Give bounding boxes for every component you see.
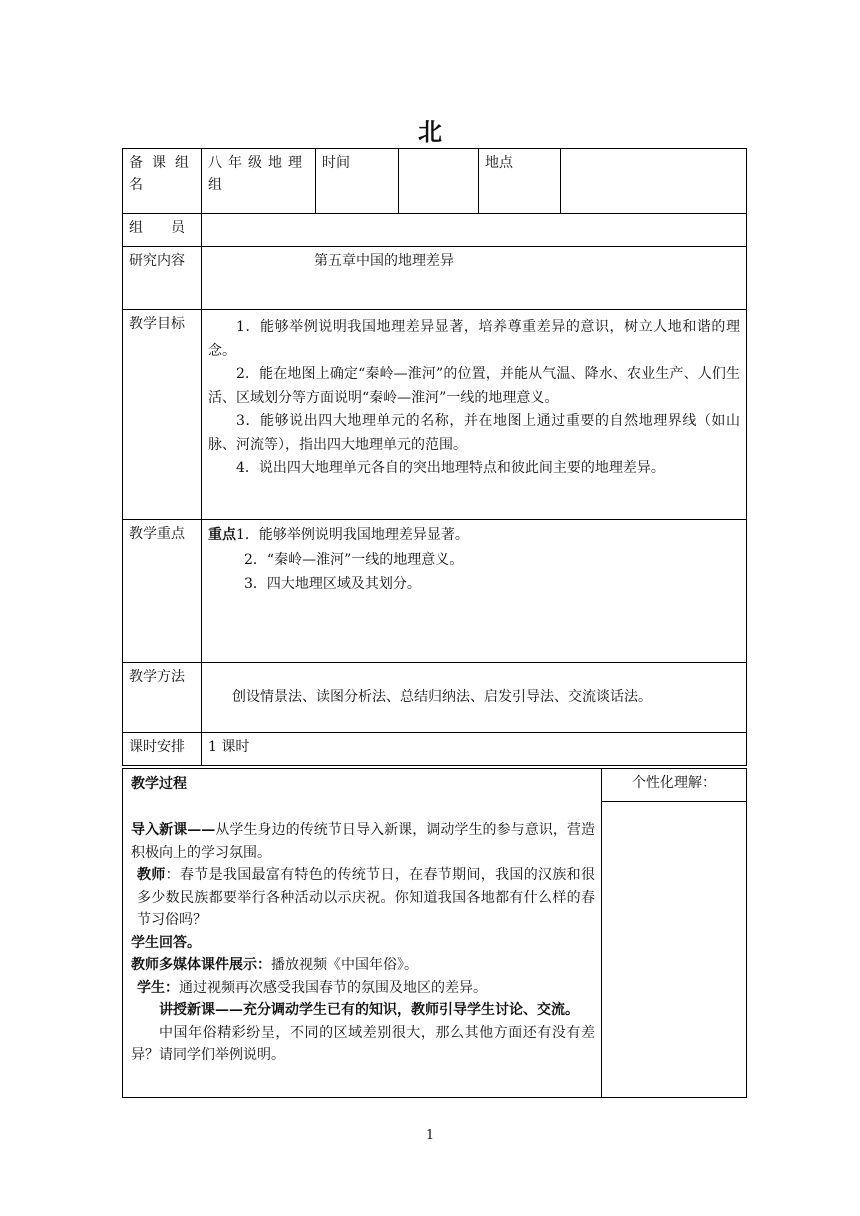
intro-heading: 导入新课—— — [131, 822, 216, 838]
process-title: 教学过程 — [131, 776, 187, 792]
key-point-item: 1．能够举例说明我国地理差异显著。 — [236, 527, 469, 543]
process-paragraph: 学生回答。 — [131, 934, 201, 951]
process-paragraph — [131, 977, 595, 1000]
methods-row — [123, 663, 747, 733]
group-label: 备课组名 — [123, 149, 202, 214]
time-value — [399, 149, 479, 214]
goal-item: 3．能够说出四大地理单元的名称，并在地图上通过重要的自然地理界线（如山脉、河流等），指出四大地理单元的范围。 — [208, 413, 740, 453]
schedule-row — [123, 733, 747, 766]
research-text: 第五章中国的地理差异 — [314, 253, 454, 269]
research-row — [123, 247, 747, 310]
goal-item: 1．能够举例说明我国地理差异显著，培养尊重差异的意识，树立人地和谐的理念。 — [208, 319, 740, 359]
key-point-item: 2．“秦岭—淮河”一线的地理意义。 — [244, 551, 464, 568]
research-value — [202, 247, 747, 310]
schedule-value: 1 课时 — [202, 733, 747, 766]
page-title: 北 — [418, 118, 442, 146]
key-points-prefix: 重点 — [208, 527, 236, 543]
methods-label: 教学方法 — [123, 663, 202, 733]
personal-understanding-header: 个性化理解： — [602, 769, 746, 802]
media-label: 教师多媒体课件展示： — [131, 957, 271, 973]
process-paragraph — [131, 819, 595, 864]
methods-cell — [202, 663, 747, 733]
key-points-cell — [202, 520, 747, 663]
process-paragraph — [131, 954, 595, 977]
goal-item: 2．能在地图上确定“秦岭—淮河”的位置，并能从气温、降水、农业生产、人们生活、区域划分等方面说明“秦岭—淮河”一线的地理意义。 — [208, 366, 740, 406]
process-main — [123, 769, 602, 1097]
research-label: 研究内容 — [123, 247, 202, 310]
key-points-row — [123, 520, 747, 663]
process-side — [602, 769, 746, 1097]
student-label: 学生： — [137, 979, 179, 996]
key-point-item: 3．四大地理区域及其划分。 — [244, 576, 421, 592]
place-label: 地点 — [479, 149, 561, 214]
goals-row — [123, 310, 747, 520]
methods-value: 创设情景法、读图分析法、总结归纳法、启发引导法、交流谈话法。 — [232, 689, 652, 705]
members-label: 组 员 — [123, 214, 202, 247]
media-text: 播放视频《中国年俗》。 — [271, 957, 418, 973]
page-number: 1 — [425, 1128, 435, 1143]
key-points-label: 教学重点 — [123, 520, 202, 663]
place-value — [561, 149, 747, 214]
teacher-label: 教师 — [137, 867, 166, 883]
schedule-label: 课时安排 — [123, 733, 202, 766]
time-label: 时间 — [316, 149, 399, 214]
teacher-text: ：春节是我国最富有特色的传统节日，在春节期间，我国的汉族和很多少数民族都要举行各种活动以示庆祝。你知道我国各地都有什么样的春节习俗吗？ — [137, 867, 596, 928]
process-paragraph: 中国年俗精彩纷呈，不同的区域差别很大，那么其他方面还有没有差异？请同学们举例说明。 — [131, 1024, 595, 1063]
teaching-process-section — [122, 768, 747, 1098]
members-value — [202, 214, 747, 247]
lesson-plan-table — [122, 148, 747, 766]
group-value: 八年级地理组 — [202, 149, 316, 214]
intro-text: 从学生身边的传统节日导入新课，调动学生的参与意识，营造积极向上的学习氛围。 — [131, 822, 596, 861]
process-paragraph: 讲授新课——充分调动学生已有的知识，教师引导学生讨论、交流。 — [159, 1002, 579, 1018]
goal-item: 4．说出四大地理单元各自的突出地理特点和彼此间主要的地理差异。 — [236, 460, 665, 476]
header-row — [123, 149, 747, 214]
goals-cell — [202, 310, 747, 520]
process-text — [131, 819, 595, 1067]
process-paragraph — [131, 864, 595, 932]
goals-label: 教学目标 — [123, 310, 202, 520]
members-row — [123, 214, 747, 247]
student-text: 通过视频再次感受我国春节的氛围及地区的差异。 — [179, 979, 487, 996]
